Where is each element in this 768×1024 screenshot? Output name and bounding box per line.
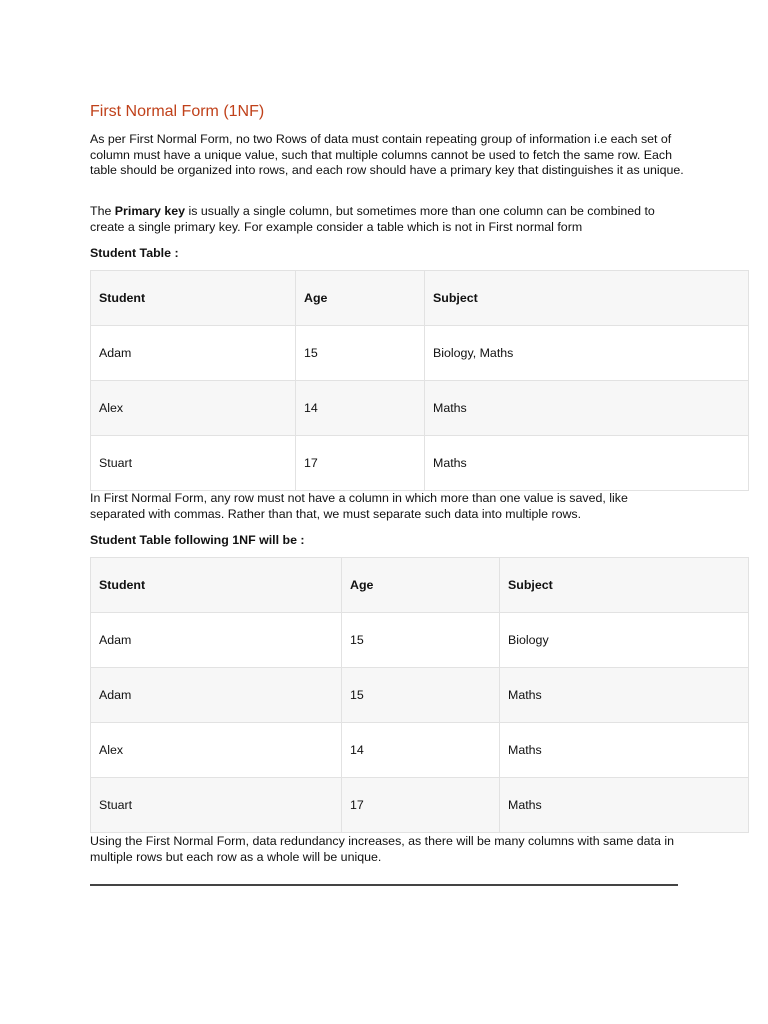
cell-age: 14 [342, 723, 500, 778]
primary-key-paragraph [90, 204, 690, 235]
cell-subject: Biology [500, 613, 749, 668]
column-header-subject: Subject [425, 271, 749, 326]
cell-subject: Maths [500, 668, 749, 723]
table-row [91, 778, 749, 833]
cell-age: 15 [342, 613, 500, 668]
section-title: First Normal Form (1NF) [90, 103, 265, 120]
cell-student: Stuart [91, 778, 342, 833]
table2-caption: Student Table following 1NF will be : [90, 533, 305, 547]
cell-subject: Maths [500, 723, 749, 778]
cell-subject: Biology, Maths [425, 326, 749, 381]
table-row [91, 381, 749, 436]
table-header-row [91, 271, 749, 326]
cell-age: 15 [296, 326, 425, 381]
primary-key-text-after: is usually a single column, but sometimes more than one column can be combined to create a single primary key. For example consider a table which is not in First normal form [90, 204, 655, 234]
cell-student: Adam [91, 668, 342, 723]
column-header-age: Age [296, 271, 425, 326]
table-header-row [91, 558, 749, 613]
cell-student: Stuart [91, 436, 296, 491]
cell-subject: Maths [425, 381, 749, 436]
cell-age: 17 [342, 778, 500, 833]
cell-age: 17 [296, 436, 425, 491]
cell-age: 14 [296, 381, 425, 436]
cell-age: 15 [342, 668, 500, 723]
student-table [90, 270, 749, 491]
1nf-rule-paragraph: In First Normal Form, any row must not have a column in which more than one value is saved, like separated with commas. Rather than that, we must separate such data into multiple rows. [90, 491, 628, 521]
column-header-student: Student [91, 271, 296, 326]
horizontal-divider [90, 884, 678, 886]
primary-key-term: Primary key [114, 204, 186, 218]
table1-caption: Student Table : [90, 246, 179, 260]
cell-student: Adam [91, 613, 342, 668]
column-header-subject: Subject [500, 558, 749, 613]
intro-paragraph: As per First Normal Form, no two Rows of data must contain repeating group of information i.e each set of column must have a unique value, such that multiple columns cannot be used to fetch the same row. Each table should be organized into rows, and each row should have a primary key that distinguishes it as unique. [90, 132, 684, 178]
table-row [91, 613, 749, 668]
column-header-age: Age [342, 558, 500, 613]
cell-subject: Maths [500, 778, 749, 833]
table-row [91, 668, 749, 723]
redundancy-paragraph: Using the First Normal Form, data redundancy increases, as there will be many columns with same data in multiple rows but each row as a whole will be unique. [90, 834, 674, 864]
primary-key-text-before: The [90, 204, 115, 218]
table-row [91, 723, 749, 778]
cell-student: Alex [91, 381, 296, 436]
table-row [91, 436, 749, 491]
cell-student: Alex [91, 723, 342, 778]
column-header-student: Student [91, 558, 342, 613]
cell-subject: Maths [425, 436, 749, 491]
student-table-1nf [90, 557, 749, 833]
table-row [91, 326, 749, 381]
cell-student: Adam [91, 326, 296, 381]
